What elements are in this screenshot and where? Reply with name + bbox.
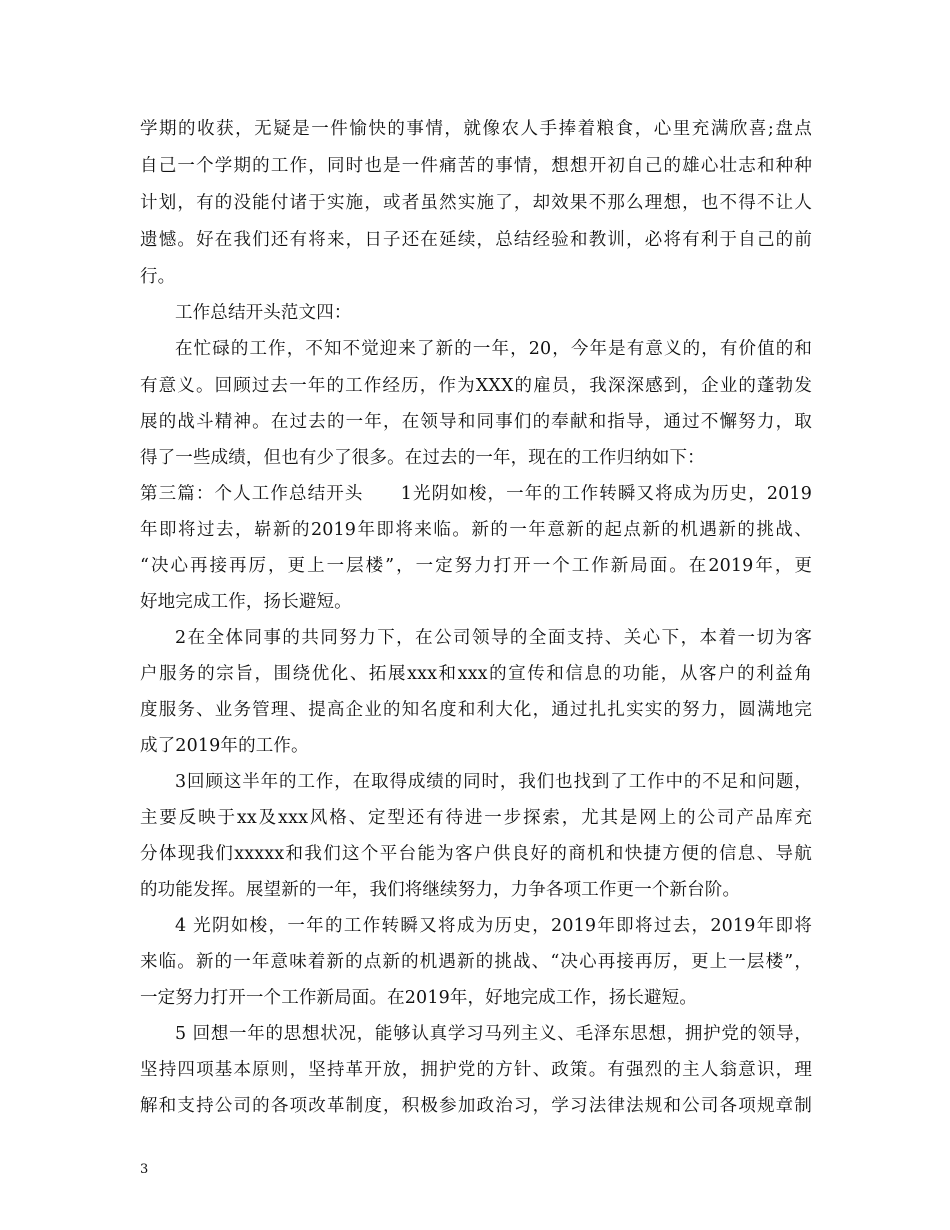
text-line: 计划，有的没能付诸于实施，或者虽然实施了，却效果不那么理想，也不得不让人	[140, 193, 812, 213]
text-line: 年即将过去，崭新的2019年即将来临。新的一年意新的起点新的机遇新的挑战、	[140, 520, 812, 540]
text-line: 行。	[140, 267, 176, 287]
text-line: 解和支持公司的各项改革制度，积极参加政治习，学习法律法规和公司各项规章制	[140, 1096, 812, 1116]
article-heading-line: 第三篇：个人工作总结开头 1光阴如梭，一年的工作转瞬又将成为历史，2019	[140, 484, 812, 504]
text-line: 坚持四项基本原则，坚持革开放，拥护党的方针、政策。有强烈的主人翁意识，理	[140, 1060, 812, 1080]
text-line: 度服务、业务管理、提高企业的知名度和利大化，通过扎扎实实的努力，圆满地完	[140, 700, 812, 720]
text-line: 户服务的宗旨，围绕优化、拓展xxx和xxx的宣传和信息的功能，从客户的利益角	[140, 664, 812, 684]
text-line: 得了一些成绩，但也有少了很多。在过去的一年，现在的工作归纳如下：	[140, 448, 705, 468]
text-line: “决心再接再厉，更上一层楼”，一定努力打开一个工作新局面。在2019年，更	[140, 556, 812, 576]
page-number: 3	[140, 1162, 149, 1177]
text-line: 自己一个学期的工作，同时也是一件痛苦的事情，想想开初自己的雄心壮志和种种	[140, 156, 812, 176]
text-line: 遗憾。好在我们还有将来，日子还在延续，总结经验和教训，必将有利于自己的前	[140, 230, 812, 250]
text-line: 分体现我们xxxxx和我们这个平台能为客户供良好的商机和快捷方便的信息、导航	[140, 844, 812, 864]
text-line: 展的战斗精神。在过去的一年，在领导和同事们的奉献和指导，通过不懈努力，取	[140, 412, 812, 432]
text-line: 好地完成工作，扬长避短。	[140, 592, 352, 612]
text-line: 一定努力打开一个工作新局面。在2019年，好地完成工作，扬长避短。	[140, 988, 697, 1008]
text-line: 主要反映于xx及xxx风格、定型还有待进一步探索，尤其是网上的公司产品库充	[140, 808, 812, 828]
text-line: 有意义。回顾过去一年的工作经历，作为XXX的雇员，我深深感到，企业的蓬勃发	[140, 376, 812, 396]
text-line: 2在全体同事的共同努力下，在公司领导的全面支持、关心下，本着一切为客	[175, 628, 812, 648]
text-line: 成了2019年的工作。	[140, 736, 309, 756]
text-line: 在忙碌的工作，不知不觉迎来了新的一年，20，今年是有意义的，有价值的和	[175, 339, 812, 359]
text-line: 来临。新的一年意味着新的点新的机遇新的挑战、“决心再接再厉，更上一层楼”，	[140, 952, 812, 972]
section-heading: 工作总结开头范文四：	[175, 303, 352, 323]
text-line: 的功能发挥。展望新的一年，我们将继续努力，力争各项工作更一个新台阶。	[140, 880, 741, 900]
text-line: 5 回想一年的思想状况，能够认真学习马列主义、毛泽东思想，拥护党的领导，	[175, 1024, 812, 1044]
text-line: 4 光阴如梭，一年的工作转瞬又将成为历史，2019年即将过去，2019年即将	[175, 916, 812, 936]
text-line: 学期的收获，无疑是一件愉快的事情，就像农人手捧着粮食，心里充满欣喜;盘点	[140, 119, 812, 139]
text-line: 3回顾这半年的工作，在取得成绩的同时，我们也找到了工作中的不足和问题，	[175, 772, 812, 792]
